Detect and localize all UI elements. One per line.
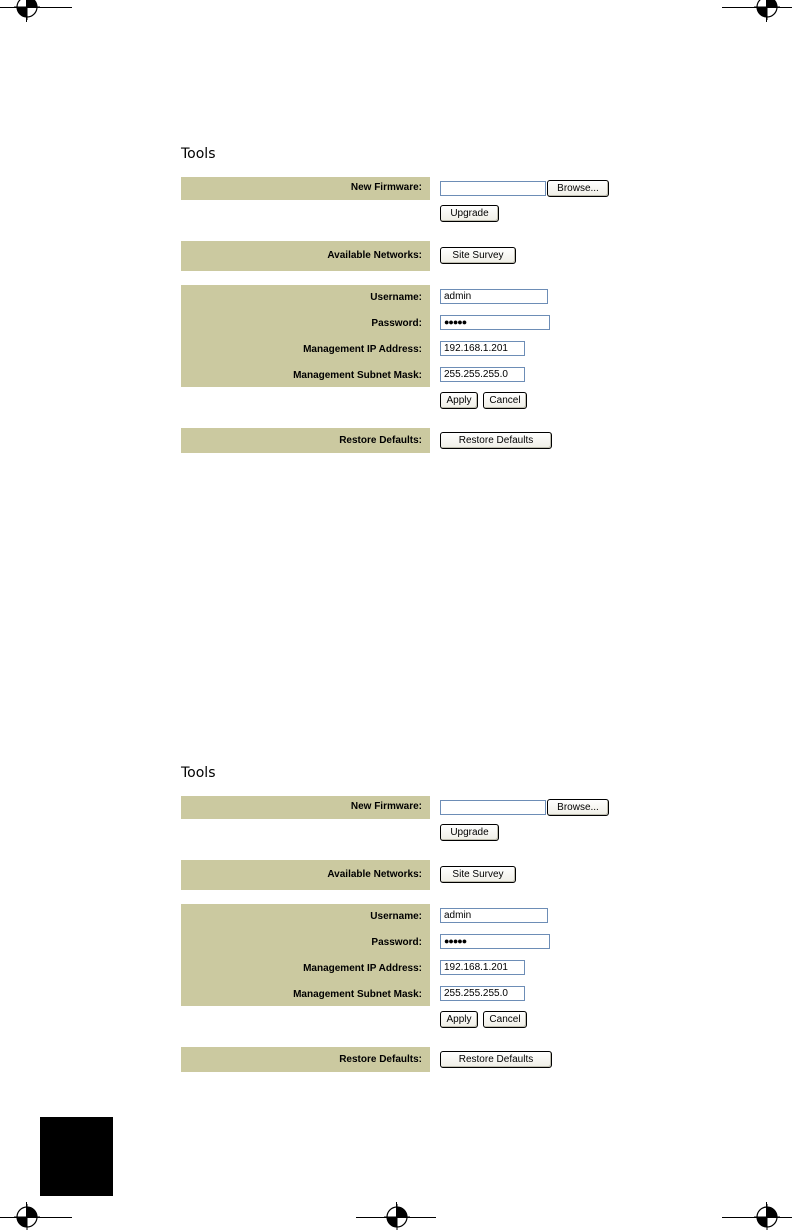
management-ip-label: Management IP Address: bbox=[303, 963, 422, 974]
site-survey-button[interactable]: Site Survey bbox=[440, 247, 516, 264]
page-title: Tools bbox=[181, 146, 216, 162]
username-label: Username: bbox=[370, 292, 422, 303]
crosshair-circle-icon bbox=[752, 1202, 782, 1232]
management-subnet-field[interactable]: 255.255.255.0 bbox=[440, 367, 525, 382]
new-firmware-label: New Firmware: bbox=[350, 801, 422, 812]
restore-defaults-label: Restore Defaults: bbox=[339, 1054, 422, 1065]
username-field[interactable]: admin bbox=[440, 908, 548, 923]
browse-button[interactable]: Browse... bbox=[547, 799, 609, 816]
page-title: Tools bbox=[181, 765, 216, 781]
restore-defaults-button[interactable]: Restore Defaults bbox=[440, 1051, 552, 1068]
management-subnet-label: Management Subnet Mask: bbox=[293, 989, 422, 1000]
upgrade-button[interactable]: Upgrade bbox=[440, 824, 499, 841]
management-subnet-label: Management Subnet Mask: bbox=[293, 370, 422, 381]
crosshair-circle-icon bbox=[12, 0, 42, 22]
tools-screenshot-2 bbox=[170, 759, 610, 1083]
tools-screenshot-1 bbox=[170, 140, 610, 464]
username-label: Username: bbox=[370, 911, 422, 922]
upgrade-button[interactable]: Upgrade bbox=[440, 205, 499, 222]
password-field[interactable]: ●●●●● bbox=[440, 934, 550, 949]
username-field[interactable]: admin bbox=[440, 289, 548, 304]
cancel-button[interactable]: Cancel bbox=[483, 392, 527, 409]
password-label: Password: bbox=[371, 937, 422, 948]
password-field[interactable]: ●●●●● bbox=[440, 315, 550, 330]
page-tab-marker bbox=[40, 1117, 113, 1196]
crosshair-circle-icon bbox=[752, 0, 782, 22]
crosshair-circle-icon bbox=[382, 1202, 412, 1232]
available-networks-label: Available Networks: bbox=[327, 250, 422, 261]
restore-defaults-label: Restore Defaults: bbox=[339, 435, 422, 446]
new-firmware-label: New Firmware: bbox=[350, 182, 422, 193]
firmware-file-input[interactable] bbox=[440, 800, 546, 815]
browse-button[interactable]: Browse... bbox=[547, 180, 609, 197]
apply-button[interactable]: Apply bbox=[440, 392, 478, 409]
cancel-button[interactable]: Cancel bbox=[483, 1011, 527, 1028]
crosshair-circle-icon bbox=[12, 1202, 42, 1232]
management-ip-field[interactable]: 192.168.1.201 bbox=[440, 341, 525, 356]
management-subnet-field[interactable]: 255.255.255.0 bbox=[440, 986, 525, 1001]
available-networks-label: Available Networks: bbox=[327, 869, 422, 880]
site-survey-button[interactable]: Site Survey bbox=[440, 866, 516, 883]
restore-defaults-button[interactable]: Restore Defaults bbox=[440, 432, 552, 449]
firmware-file-input[interactable] bbox=[440, 181, 546, 196]
apply-button[interactable]: Apply bbox=[440, 1011, 478, 1028]
password-label: Password: bbox=[371, 318, 422, 329]
management-ip-field[interactable]: 192.168.1.201 bbox=[440, 960, 525, 975]
management-ip-label: Management IP Address: bbox=[303, 344, 422, 355]
